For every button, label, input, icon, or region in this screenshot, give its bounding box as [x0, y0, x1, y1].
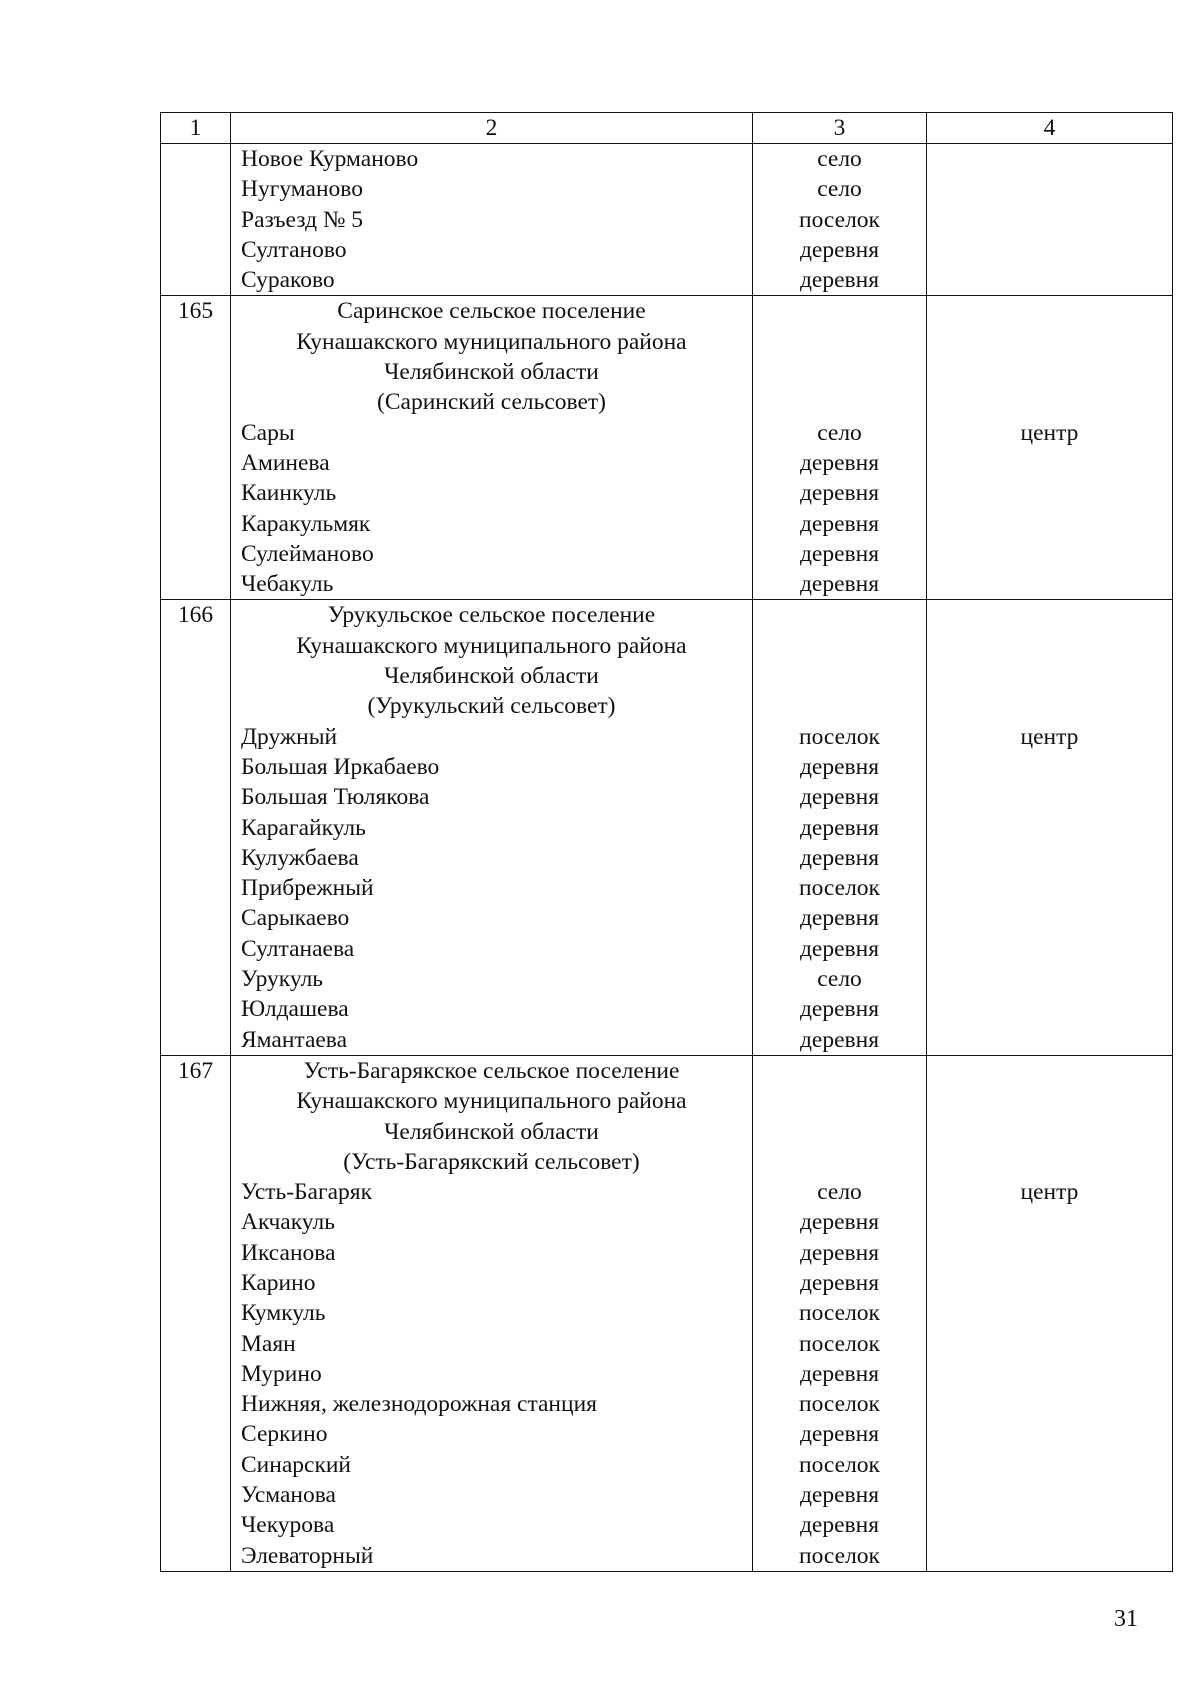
blank-line	[753, 1147, 926, 1177]
settlement-note	[927, 752, 1172, 782]
settlement-type: поселок	[799, 1451, 880, 1478]
blank-line	[927, 631, 1172, 661]
settlement-type: поселок	[799, 1391, 880, 1418]
settlement-name: Прибрежный	[241, 875, 374, 902]
settlement-note	[927, 903, 1172, 933]
column-header-1: 1	[161, 113, 231, 144]
settlement-note	[927, 1389, 1172, 1419]
settlement-note	[927, 569, 1172, 599]
settlement-name: Ямантаева	[241, 1026, 348, 1053]
blank-line	[927, 1147, 1172, 1177]
settlement-type: деревня	[799, 753, 880, 780]
settlement-name: Кумкуль	[241, 1300, 326, 1327]
settlements-table	[160, 112, 1173, 1572]
blank-line	[927, 387, 1172, 417]
section-title-line: (Саринский сельсовет)	[377, 389, 606, 416]
section-number: 167	[161, 1055, 231, 1571]
section-title-line: Урукульское сельское поселение	[327, 602, 656, 629]
section-title-line: Усть-Багарякское сельское поселение	[303, 1057, 680, 1084]
settlement-name: Сарыкаево	[241, 905, 350, 932]
settlement-note	[927, 994, 1172, 1024]
settlement-name: Дружный	[241, 723, 338, 750]
settlement-type: деревня	[799, 1026, 880, 1053]
settlement-type: деревня	[799, 540, 880, 567]
settlement-type: деревня	[799, 1421, 880, 1448]
section-title-line: Челябинской области	[384, 359, 599, 386]
blank-line	[927, 1086, 1172, 1116]
settlement-name: Синарский	[241, 1451, 352, 1478]
settlement-type: деревня	[799, 510, 880, 537]
settlement-type: поселок	[799, 206, 880, 233]
settlement-name: Чебакуль	[241, 571, 334, 598]
settlement-name: Нижняя, железнодорожная станция	[241, 1391, 597, 1418]
table-body	[161, 144, 1173, 1572]
settlement-name: Чекурова	[241, 1512, 335, 1539]
settlement-name: Маян	[241, 1330, 296, 1357]
table-row	[161, 296, 1173, 600]
blank-line	[753, 600, 926, 630]
settlement-name: Нугуманово	[241, 176, 363, 203]
settlement-note	[927, 1207, 1172, 1237]
blank-line	[927, 600, 1172, 630]
section-number	[161, 144, 231, 296]
settlement-name: Юлдашева	[241, 996, 349, 1023]
settlement-type: деревня	[799, 844, 880, 871]
settlement-names-cell	[231, 144, 753, 296]
settlement-type: деревня	[799, 1512, 880, 1539]
settlement-type: деревня	[799, 1482, 880, 1509]
table-header-row	[161, 113, 1173, 144]
settlement-types-cell	[753, 600, 927, 1055]
settlement-note	[927, 1541, 1172, 1571]
settlement-note	[927, 1268, 1172, 1298]
blank-line	[753, 357, 926, 387]
settlement-type: поселок	[799, 1300, 880, 1327]
settlement-type: поселок	[799, 1542, 880, 1569]
settlement-notes-cell	[927, 144, 1173, 296]
settlement-name: Кулужбаева	[241, 844, 359, 871]
settlement-type: деревня	[799, 996, 880, 1023]
settlement-name: Султаново	[241, 236, 347, 263]
column-header-2: 2	[231, 113, 753, 144]
settlement-names-cell	[231, 296, 753, 600]
table-row	[161, 144, 1173, 296]
blank-line	[753, 1086, 926, 1116]
settlement-name: Сулейманово	[241, 540, 374, 567]
settlement-note	[927, 964, 1172, 994]
settlement-notes-cell	[927, 600, 1173, 1055]
settlement-name: Иксанова	[241, 1239, 336, 1266]
settlement-name: Султанаева	[241, 935, 355, 962]
section-title-line: (Усть-Багарякский сельсовет)	[343, 1148, 640, 1175]
settlement-note	[927, 1238, 1172, 1268]
settlement-note	[927, 205, 1172, 235]
blank-line	[753, 661, 926, 691]
table-row	[161, 1055, 1173, 1571]
settlement-name: Большая Тюлякова	[241, 784, 430, 811]
section-number: 166	[161, 600, 231, 1055]
blank-line	[927, 327, 1172, 357]
settlement-note	[927, 509, 1172, 539]
settlement-type: деревня	[799, 814, 880, 841]
settlement-type: деревня	[799, 236, 880, 263]
blank-line	[753, 691, 926, 721]
settlement-note	[927, 934, 1172, 964]
settlement-note: центр	[1020, 1179, 1079, 1206]
settlement-name: Сураково	[241, 267, 335, 294]
blank-line	[753, 296, 926, 326]
settlement-type: деревня	[799, 480, 880, 507]
settlement-name: Мурино	[241, 1360, 322, 1387]
settlement-notes-cell	[927, 1055, 1173, 1571]
settlement-type: село	[817, 966, 862, 993]
settlement-name: Усть-Багаряк	[241, 1179, 373, 1206]
settlement-note	[927, 265, 1172, 295]
section-title-line: Кунашакского муниципального района	[296, 632, 687, 659]
settlement-note	[927, 843, 1172, 873]
settlement-note	[927, 1298, 1172, 1328]
settlement-note: центр	[1020, 419, 1079, 446]
settlement-type: село	[817, 146, 862, 172]
settlement-names-cell	[231, 600, 753, 1055]
settlement-note	[927, 1510, 1172, 1540]
blank-line	[753, 387, 926, 417]
settlement-type: село	[817, 419, 862, 446]
settlement-note	[927, 1359, 1172, 1389]
settlement-name: Большая Иркабаево	[241, 753, 440, 780]
column-header-4: 4	[927, 113, 1173, 144]
settlement-type: деревня	[799, 1360, 880, 1387]
blank-line	[753, 327, 926, 357]
settlement-type: поселок	[799, 875, 880, 902]
settlement-type: деревня	[799, 1269, 880, 1296]
settlement-name: Сары	[241, 419, 295, 446]
settlement-type: деревня	[799, 267, 880, 294]
settlement-note: центр	[1020, 723, 1079, 750]
settlement-type: деревня	[799, 1209, 880, 1236]
blank-line	[927, 1056, 1172, 1086]
settlement-type: поселок	[799, 1330, 880, 1357]
settlement-note	[927, 1480, 1172, 1510]
settlement-name: Каракульмяк	[241, 510, 371, 537]
settlement-note	[927, 235, 1172, 265]
blank-line	[753, 1056, 926, 1086]
settlement-type: село	[817, 1179, 862, 1206]
section-title-line: (Урукульский сельсовет)	[367, 693, 616, 720]
settlement-note	[927, 1419, 1172, 1449]
settlement-name: Усманова	[241, 1482, 336, 1509]
settlement-note	[927, 478, 1172, 508]
settlement-note	[927, 1329, 1172, 1359]
settlement-note	[927, 782, 1172, 812]
section-title-line: Кунашакского муниципального района	[296, 1088, 687, 1115]
settlement-note	[927, 174, 1172, 204]
settlement-note	[927, 1025, 1172, 1055]
settlement-type: деревня	[799, 1239, 880, 1266]
settlement-note	[927, 144, 1172, 174]
settlement-name: Акчакуль	[241, 1209, 335, 1236]
blank-line	[927, 661, 1172, 691]
settlement-names-cell	[231, 1055, 753, 1571]
settlement-types-cell	[753, 296, 927, 600]
settlement-type: село	[817, 176, 862, 203]
settlement-name: Карино	[241, 1269, 316, 1296]
settlement-note	[927, 1450, 1172, 1480]
settlement-type: деревня	[799, 449, 880, 476]
settlement-name: Каинкуль	[241, 480, 337, 507]
settlement-note	[927, 539, 1172, 569]
settlement-types-cell	[753, 144, 927, 296]
section-title-line: Челябинской области	[384, 663, 599, 690]
settlement-name: Аминева	[241, 449, 330, 476]
section-title-line: Кунашакского муниципального района	[296, 328, 687, 355]
blank-line	[927, 357, 1172, 387]
page-number: 31	[1114, 1606, 1138, 1632]
settlement-name: Новое Курманово	[241, 146, 419, 172]
section-title-line: Саринское сельское поселение	[337, 298, 646, 325]
settlement-name: Урукуль	[241, 966, 324, 993]
settlement-type: деревня	[799, 571, 880, 598]
blank-line	[753, 1117, 926, 1147]
section-number: 165	[161, 296, 231, 600]
settlement-name: Серкино	[241, 1421, 328, 1448]
settlement-notes-cell	[927, 296, 1173, 600]
settlement-name: Элеваторный	[241, 1542, 374, 1569]
blank-line	[927, 691, 1172, 721]
settlement-name: Карагайкуль	[241, 814, 366, 841]
column-header-3: 3	[753, 113, 927, 144]
settlement-type: деревня	[799, 905, 880, 932]
blank-line	[753, 631, 926, 661]
settlement-note	[927, 873, 1172, 903]
blank-line	[927, 1117, 1172, 1147]
settlement-type: поселок	[799, 723, 880, 750]
table-row	[161, 600, 1173, 1055]
section-title-line: Челябинской области	[384, 1118, 599, 1145]
settlement-types-cell	[753, 1055, 927, 1571]
settlement-type: деревня	[799, 784, 880, 811]
settlement-note	[927, 448, 1172, 478]
settlement-type: деревня	[799, 935, 880, 962]
settlement-name: Разъезд № 5	[241, 206, 363, 233]
settlement-note	[927, 813, 1172, 843]
blank-line	[927, 296, 1172, 326]
